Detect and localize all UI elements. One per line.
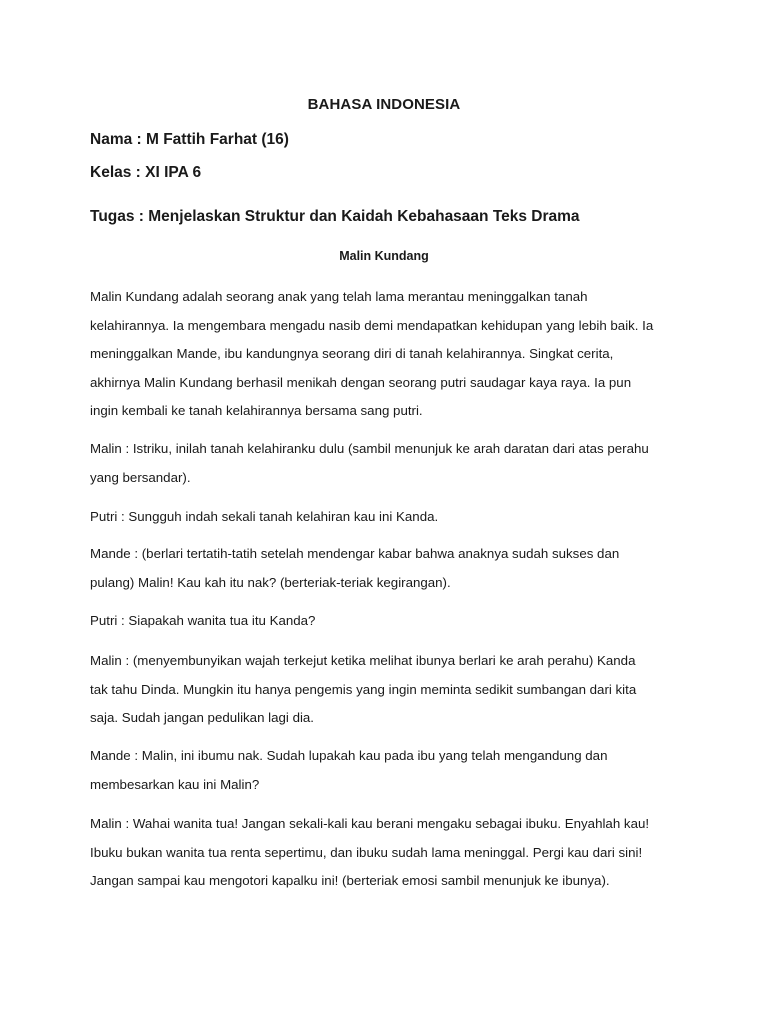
paragraph-line: Malin Kundang adalah seorang anak yang telah lama merantau meninggalkan tanah xyxy=(90,289,588,304)
dialogue-line: Ibuku bukan wanita tua renta sepertimu, dan ibuku sudah lama meninggal. Pergi kau dari sini! xyxy=(90,844,643,860)
dialogue-paragraph xyxy=(90,647,690,733)
dialogue-paragraph xyxy=(90,742,690,799)
assignment-task: Tugas : Menjelaskan Struktur dan Kaidah Kebahasaan Teks Drama xyxy=(90,208,580,225)
dialogue-line: Malin : (menyembunyikan wajah terkejut ketika melihat ibunya berlari ke arah perahu) Kanda xyxy=(90,653,636,668)
dialogue-line: Putri : Siapakah wanita tua itu Kanda? xyxy=(90,613,316,628)
student-name: Nama : M Fattih Farhat (16) xyxy=(90,131,289,148)
paragraph-line: meninggalkan Mande, ibu kandungnya seorang diri di tanah kelahirannya. Singkat cerita, xyxy=(90,346,614,361)
dialogue-line: Malin : Wahai wanita tua! Jangan sekali-kali kau berani mengaku sebagai ibuku. Enyahlah kau! xyxy=(90,816,650,831)
dialogue-line: Mande : (berlari tertatih-tatih setelah mendengar kabar bahwa anaknya sudah sukses dan xyxy=(90,546,620,561)
dialogue-paragraph xyxy=(90,810,690,896)
dialogue-line: Malin : Istriku, inilah tanah kelahiranku dulu (sambil menunjuk ke arah daratan dari atas perahu xyxy=(90,441,649,456)
dialogue-paragraph xyxy=(90,540,690,597)
dialogue-line: pulang) Malin! Kau kah itu nak? (berteriak-teriak kegirangan). xyxy=(90,574,451,590)
story-title: Malin Kundang xyxy=(339,249,429,263)
dialogue-paragraph xyxy=(90,607,690,636)
dialogue-line: Putri : Sungguh indah sekali tanah kelahiran kau ini Kanda. xyxy=(90,509,439,524)
dialogue-line: membesarkan kau ini Malin? xyxy=(90,776,260,792)
dialogue-line: saja. Sudah jangan pedulikan lagi dia. xyxy=(90,710,315,725)
dialogue-line: Jangan sampai kau mengotori kapalku ini! (berteriak emosi sambil menunjuk ke ibunya). xyxy=(90,873,610,888)
document-title: BAHASA INDONESIA xyxy=(307,96,461,113)
dialogue-paragraph xyxy=(90,503,690,532)
student-class: Kelas : XI IPA 6 xyxy=(90,164,202,181)
dialogue-line: yang bersandar). xyxy=(90,469,191,485)
dialogue-line: tak tahu Dinda. Mungkin itu hanya pengemis yang ingin meminta sedikit sumbangan dari kita xyxy=(90,681,637,697)
paragraph-line: ingin kembali ke tanah kelahirannya bersama sang putri. xyxy=(90,403,423,418)
paragraph-line: kelahirannya. Ia mengembara mengadu nasib demi mendapatkan kehidupan yang lebih baik. Ia xyxy=(90,317,654,333)
paragraph-line: akhirnya Malin Kundang berhasil menikah dengan seorang putri saudagar kaya raya. Ia pun xyxy=(90,374,632,390)
dialogue-paragraph xyxy=(90,435,690,492)
dialogue-line: Mande : Malin, ini ibumu nak. Sudah lupakah kau pada ibu yang telah mengandung dan xyxy=(90,748,608,763)
intro-paragraph xyxy=(90,283,690,426)
